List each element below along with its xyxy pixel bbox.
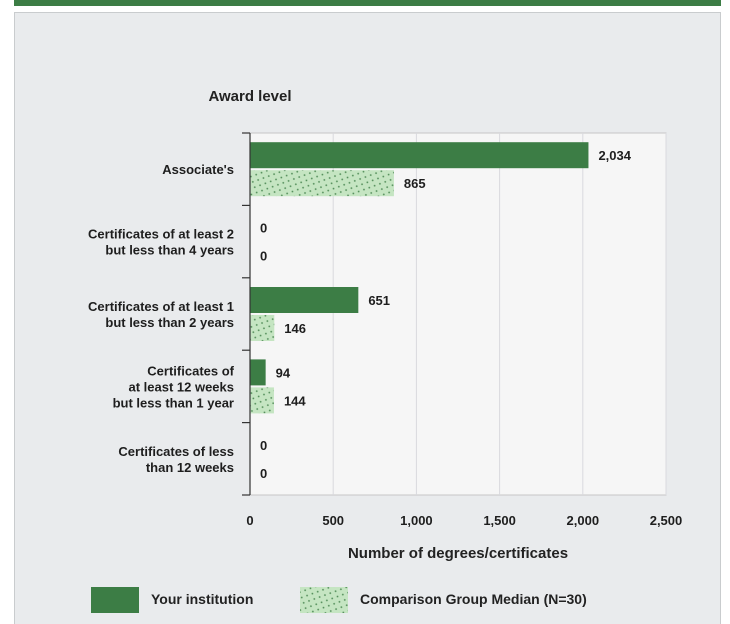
x-tick-label: 2,500 bbox=[649, 513, 683, 528]
category-label: Certificates of at least 2 bbox=[88, 226, 234, 242]
value-label: 0 bbox=[260, 248, 268, 264]
y-axis-title: Award level bbox=[208, 88, 292, 105]
legend bbox=[91, 587, 587, 613]
x-tick-label: 0 bbox=[246, 513, 254, 528]
category-label: but less than 2 years bbox=[105, 315, 234, 330]
x-tick-labels bbox=[246, 513, 682, 528]
value-label: 94 bbox=[275, 365, 291, 381]
value-label: 865 bbox=[403, 176, 426, 192]
value-label: 0 bbox=[260, 437, 268, 453]
bar-your-institution bbox=[250, 359, 266, 385]
category-label: Certificates of less bbox=[118, 443, 234, 459]
value-label: 2,034 bbox=[598, 148, 632, 164]
legend-swatch-comparison-median bbox=[300, 587, 348, 613]
bar-comparison-median bbox=[250, 315, 274, 341]
category-label: Certificates of at least 1 bbox=[88, 299, 234, 314]
legend-label-comparison-median: Comparison Group Median (N=30) bbox=[360, 591, 587, 607]
value-label: 144 bbox=[283, 393, 306, 409]
category-label: than 12 weeks bbox=[145, 459, 234, 475]
x-axis-title: Number of degrees/certificates bbox=[347, 545, 569, 562]
y-axis-ticks bbox=[242, 133, 250, 495]
legend-swatch-your-institution bbox=[91, 587, 139, 613]
category-labels bbox=[88, 162, 235, 475]
x-tick-label: 1,500 bbox=[483, 513, 516, 528]
category-label: but less than 1 year bbox=[112, 395, 234, 411]
legend-label-your-institution: Your institution bbox=[151, 591, 254, 607]
category-label: at least 12 weeks bbox=[128, 379, 234, 395]
category-label: but less than 4 years bbox=[105, 242, 234, 258]
value-label: 0 bbox=[260, 220, 268, 236]
x-tick-label: 2,000 bbox=[566, 513, 600, 528]
bar-your-institution bbox=[250, 142, 588, 168]
x-tick-label: 500 bbox=[322, 513, 345, 528]
category-label: Associate's bbox=[162, 162, 234, 178]
category-label: Certificates of bbox=[147, 363, 234, 379]
value-label: 651 bbox=[368, 293, 391, 308]
bar-comparison-median bbox=[250, 170, 394, 196]
value-label: 0 bbox=[260, 465, 268, 481]
x-tick-label: 1,000 bbox=[400, 513, 433, 528]
bar-your-institution bbox=[250, 287, 358, 313]
value-label: 146 bbox=[284, 321, 306, 336]
bar-comparison-median bbox=[250, 387, 274, 413]
